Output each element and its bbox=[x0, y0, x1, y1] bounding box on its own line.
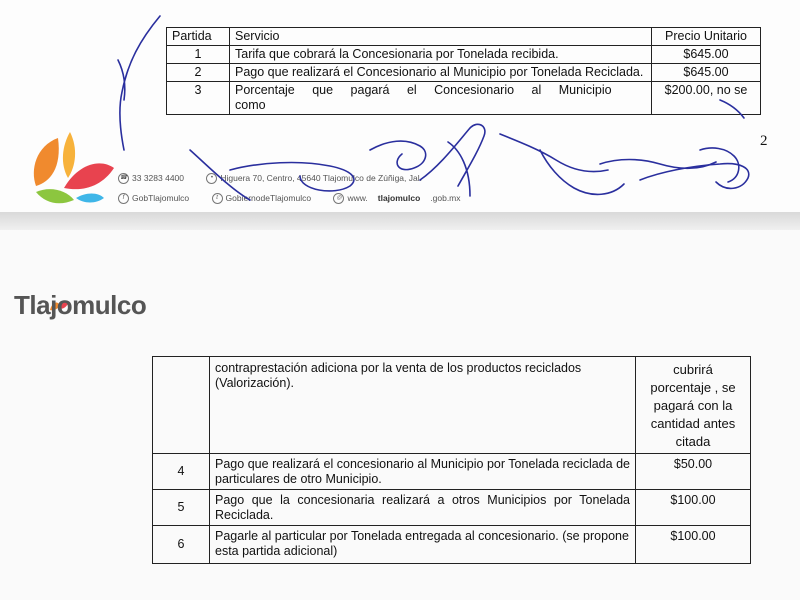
row-number: 6 bbox=[153, 526, 210, 564]
table-row bbox=[153, 490, 751, 526]
row-service: Pago que la concesionaria realizará a otros Municipios por Tonelada Reciclada. bbox=[210, 490, 636, 526]
table-row bbox=[153, 357, 751, 454]
address-text: Higuera 70, Centro, 45640 Tlajomulco de Zúñiga, Jal. bbox=[220, 173, 422, 183]
row-price: $50.00 bbox=[636, 454, 751, 490]
row-price: $645.00 bbox=[652, 46, 761, 64]
location-icon: • bbox=[206, 173, 217, 184]
facebook-icon: f bbox=[118, 193, 129, 204]
row-number: 1 bbox=[167, 46, 230, 64]
header-precio: Precio Unitario bbox=[652, 28, 761, 46]
facebook-text: GobTlajomulco bbox=[132, 193, 190, 203]
document-page-bottom bbox=[0, 230, 800, 600]
row-number: 5 bbox=[153, 490, 210, 526]
row-price: cubrirá porcentaje , se pagará con la cantidad antes citada bbox=[636, 357, 751, 454]
header-partida: Partida bbox=[167, 28, 230, 46]
table-row bbox=[153, 526, 751, 564]
row-price: $100.00 bbox=[636, 526, 751, 564]
row-number bbox=[153, 357, 210, 454]
signature-scribbles bbox=[0, 0, 800, 212]
phone-icon: ☎ bbox=[118, 173, 129, 184]
row-service: Porcentaje que pagará el Concesionario al Municipio como bbox=[230, 82, 652, 115]
phone-text: 33 3283 4400 bbox=[132, 173, 184, 183]
website-suffix: .gob.mx bbox=[430, 193, 461, 203]
document-page-top bbox=[0, 0, 800, 212]
row-price: $100.00 bbox=[636, 490, 751, 526]
row-service: Pagarle al particular por Tonelada entregada al concesionario. (se propone esta partida adicional) bbox=[210, 526, 636, 564]
header-servicio: Servicio bbox=[230, 28, 652, 46]
table-row bbox=[153, 454, 751, 490]
tlajomulco-logo-text: Tlajomulco bbox=[14, 290, 147, 320]
row-price: $645.00 bbox=[652, 64, 761, 82]
page-number: 2 bbox=[760, 133, 768, 149]
row-number: 3 bbox=[167, 82, 230, 115]
globe-icon: ◎ bbox=[333, 193, 344, 204]
twitter-icon: t bbox=[212, 193, 223, 204]
website-prefix: www. bbox=[347, 193, 368, 203]
row-service: Pago que realizará el Concesionario al Municipio por Tonelada Reciclada. bbox=[230, 64, 652, 82]
row-number: 2 bbox=[167, 64, 230, 82]
row-service: contraprestación adiciona por la venta de los productos reciclados (Valorización). bbox=[210, 357, 636, 454]
row-number: 4 bbox=[153, 454, 210, 490]
twitter-text: GobiernodeTlajomulco bbox=[225, 193, 312, 203]
page-gap bbox=[0, 212, 800, 230]
row-service: Tarifa que cobrará la Concesionaria por Tonelada recibida. bbox=[230, 46, 652, 64]
row-service: Pago que realizará el concesionario al Municipio por Tonelada reciclada de particulares de otro Municipio. bbox=[210, 454, 636, 490]
services-table-bottom bbox=[152, 356, 751, 564]
website-bold: tlajomulco bbox=[377, 193, 421, 203]
row-price: $200.00, no se bbox=[652, 82, 761, 115]
